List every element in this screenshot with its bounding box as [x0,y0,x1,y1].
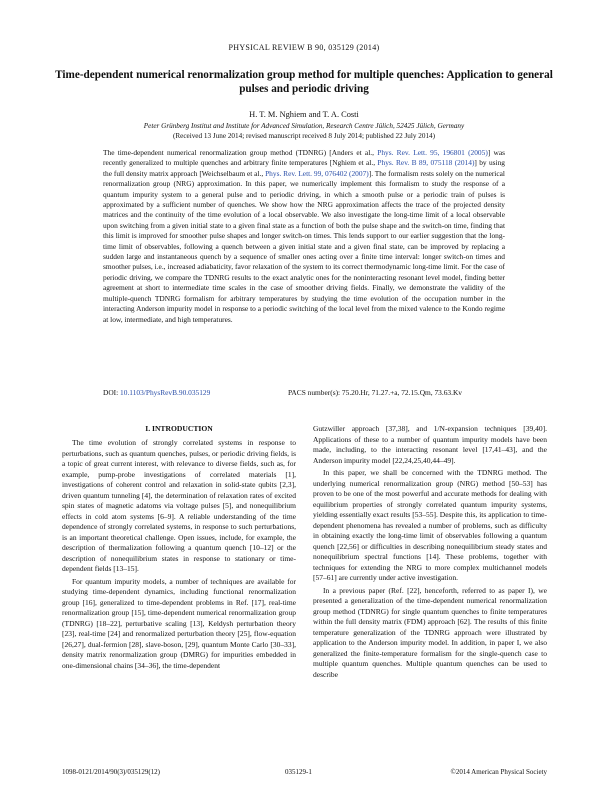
received-dates: (Received 13 June 2014; revised manuscript received 8 July 2014; published 22 July 2014) [172,132,436,140]
abstract-ref-link-3[interactable]: Phys. Rev. Lett. 99, 076402 (2007) [265,168,369,178]
intro-paragraph-1: The time evolution of strongly correlated systems in response to perturbations, such as quantum quenches, pulses, or periodic driving fields, is a topic of great current interest, with relevance to diverse fields, such as, for example, pump-probe investigations of correlated materials [1], investigations of coherent control and relaxation in solid-state qubits [2,3], driven quantum tunneling [4], the determination of relaxation rates of excited spin states of magnetic adatoms via voltage pulses [5], and nonequilibrium effects in cold atom systems [6–9]. A reliable understanding of the time dependence of strongly correlated systems, in response to such perturbations, is an important theoretical challenge. Open issues, include, for example, the description of thermalization following a quantum quench [10–12] or the description of nonequilibrium states in response to stationary or time-dependent fields [13–15]. [62,438,296,573]
pacs-numbers: PACS number(s): 75.20.Hr, 71.27.+a, 72.15.Qm, 73.63.Kv [288,388,462,397]
footer-copyright: ©2014 American Physical Society [450,768,547,776]
paper-title: Time-dependent numerical renormalization group method for multiple quenches: Application to general pulses and periodic driving [55,69,553,95]
intro-paragraph-2: For quantum impurity models, a number of techniques are available for studying time-dependent dynamics, including functional renormalization group [16], generalized to time-dependent problems in Ref. [17], real-time renormalization group [15], time-dependent numerical renormalization group (TDNRG) [18–22], perturbative scaling [13], Keldysh perturbation theory [23], real-time [24] and renormalized perturbation theory [25], flow-equation [26,27], dual-fermion [28], slave-boson, [29], quantum Monte Carlo [30–33], density matrix renormalization group (DMRG) for impurities embedded in one-dimensional chains [34–36], the time-dependent [62,576,296,670]
doi-label: DOI: [103,388,121,397]
abstract-text-2: ] was recently generalized to multiple quenches and arbitrary finite temperatures [Nghiem et al., [103,148,505,168]
abstract-text-3: ] by using the full density matrix approach [Weichselbaum et al., [103,158,505,178]
section-heading: I. INTRODUCTION [145,424,213,433]
footer-page-number: 035129-1 [285,768,312,776]
abstract-text-4: ]. The formalism rests solely on the numerical renormalization group (NRG) approximation. In this paper, we numerically implement this formalism to study the response of a quantum impurity system to a general pulse and to periodic driving, in which a smooth pulse or a periodic train of pulses is approximated by a sufficient number of quenches. We show how the NRG approximation affects the trace of the projected density matrices and the continuity of the time evolution of a local observable. We also investigate the long-time limit of a local observable upon switching from a given initial state to a given final state as a function of both the pulse shape and the switch-on time, finding that this limit is improved for smoother pulse shapes and longer switch-on times. This lends support to our earlier suggestion that the long-time limit of observables, following a quench between a given initial state and a given final state, can be improved by replacing a sudden large and instantaneous quench by a sequence of smaller ones acting over a finite time interval: longer switch-on times and smoother pulses, i.e., increased adiabaticity, favor relaxation of the system to its correct thermodynamic long-time limit. For the case of periodic driving, we compare the TDNRG results to the exact analytic ones for the noninteracting resonant level model, finding better agreement at short to intermediate time scales in the case of smoother driving fields. Finally, we demonstrate the validity of the multiple-quench TDNRG formalism for arbitrary temperatures by studying the time evolution of the occupation number in the interacting Anderson impurity model in response to a periodic switching of the local level from the mixed valence to the Kondo regime at low, intermediate, and high temperatures. [103,168,505,324]
footer-issn: 1098-0121/2014/90(3)/035129(12) [62,768,160,776]
doi-link[interactable]: 10.1103/PhysRevB.90.035129 [120,388,211,397]
doi-line [103,388,210,397]
intro-paragraph-4: In this paper, we shall be concerned with the TDNRG method. The underlying numerical renormalization group (NRG) method [50–53] has proven to be one of the most powerful and accurate methods for dealing with equilibrium properties of strongly correlated quantum impurity systems, yielding essentially exact results [53–55]. Despite this, its application to time-dependent phenomena has revealed a number of problems, such as difficulty in obtaining exactly the long-time limit of observables following a quantum quench [22,56] or difficulties in describing nonequilibrium steady states and nonequilibrium spectral functions [14]. These problems, together with techniques for extending the NRG to more complex multichannel models [57–61] are currently under active investigation. [313,468,547,582]
intro-paragraph-5: In a previous paper (Ref. [22], henceforth, referred to as paper I), we presented a generalization of the time-dependent numerical renormalization group method (TDNRG) for single quantum quenches to finite temperatures within the full density matrix (FDM) approach [62]. The results of this finite temperature generalization of the TDNRG approach were illustrated by application to the Anderson impurity model. In addition, in paper I, we also generalized the finite-temperature formalism for the single-quench case to multiple quantum quenches. Multiple quantum quenches can be used to describe [313,585,547,679]
affiliation: Peter Grünberg Institut and Institute for Advanced Simulation, Research Centre Jülich, 52425 Jülich, Germany [143,122,465,130]
abstract [103,148,505,325]
abstract-text-1: The time-dependent numerical renormalization group method (TDNRG) [Anders et al., [103,148,378,157]
right-column [313,424,547,680]
authors: H. T. M. Nghiem and T. A. Costi [249,110,359,119]
left-column [62,438,296,671]
journal-header: PHYSICAL REVIEW B 90, 035129 (2014) [228,43,380,52]
intro-paragraph-3: Gutzwiller approach [37,38], and 1/N-expansion techniques [39,40]. Applications of these to a number of quantum impurity models have been made, including, to the interacting resonant level [17,41–43], and the Anderson impurity model [22,24,25,40,44–49]. [313,424,547,465]
abstract-ref-link-1[interactable]: Phys. Rev. Lett. 95, 196801 (2005) [377,148,488,157]
abstract-ref-link-2[interactable]: Phys. Rev. B 89, 075118 (2014) [377,158,475,168]
